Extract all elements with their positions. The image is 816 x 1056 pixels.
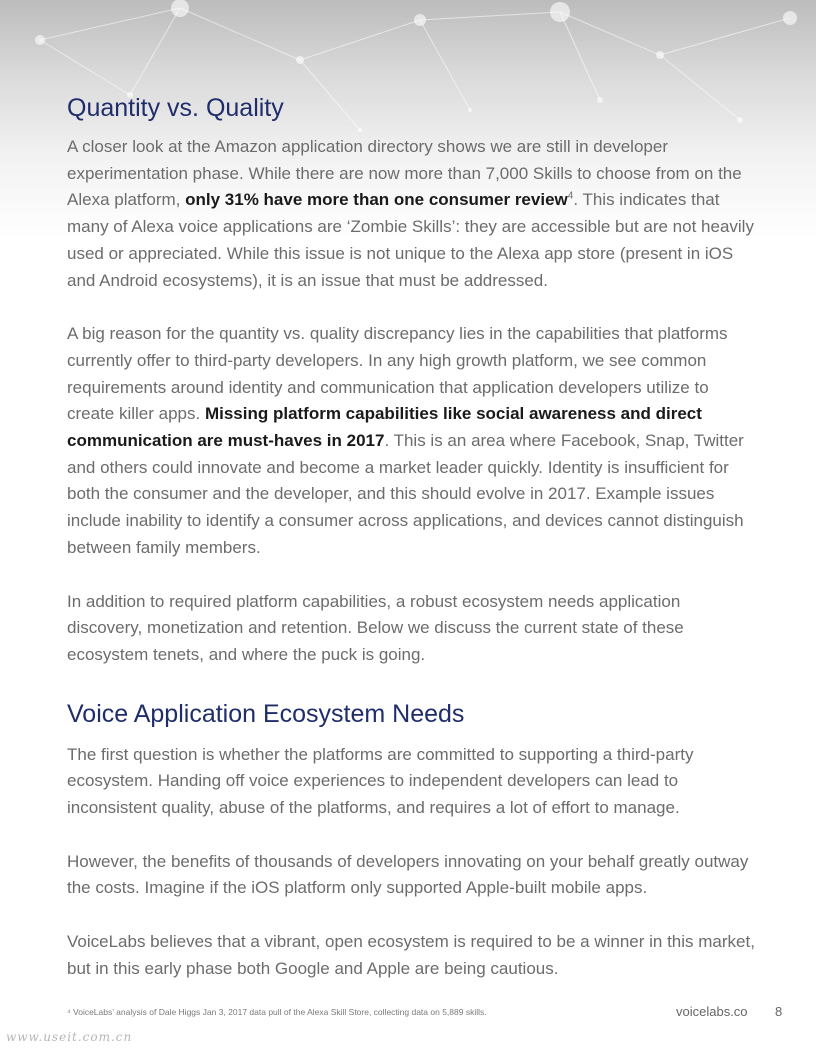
paragraph: In addition to required platform capabilities, a robust ecosystem needs application discovery, monetization and retention. Below we discuss the current state of these ecosystem tenets, and where the puck is going.: [67, 591, 684, 664]
paragraph: [67, 134, 757, 294]
footnote: ⁴ VoiceLabs’ analysis of Dale Higgs Jan 3, 2017 data pull of the Alexa Skill Store, collecting data on 5,889 skills.: [67, 1007, 487, 1017]
paragraph: [67, 321, 757, 561]
paragraph: VoiceLabs believes that a vibrant, open ecosystem is required to be a winner in this market, but in this early phase both Google and Apple are being cautious.: [67, 932, 755, 978]
emphasis-text: only 31% have more than one consumer review: [185, 190, 568, 210]
watermark: www.useit.com.cn: [6, 1030, 133, 1044]
page-number: 8: [775, 1004, 783, 1019]
section-heading-quantity-vs-quality: Quantity vs. Quality: [67, 94, 284, 122]
paragraph-text: A closer look at the Amazon application directory shows we are still in developer experimentation phase. While there are now more than 7,000 Skills to choose from on the Alexa platform,: [67, 137, 742, 210]
paragraph-text: A big reason for the quantity vs. quality discrepancy lies in the capabilities that platforms currently offer to third-party developers. In any high growth platform, we see common requirements around identity and communication that application developers utilize to create killer apps.: [67, 324, 728, 424]
paragraph: The first question is whether the platforms are committed to supporting a third-party ecosystem. Handing off voice experiences to independent developers can lead to inconsistent quality, abuse of the platforms, and requires a lot of effort to manage.: [67, 744, 694, 818]
footer-site-link[interactable]: voicelabs.co: [676, 1004, 748, 1019]
main-content: [67, 90, 757, 1010]
emphasis-text: Missing platform capabilities like social awareness and direct communication are must-haves in 2017: [67, 404, 702, 451]
paragraph-text: . This is an area where Facebook, Snap, Twitter and others could innovate and become a market leader quickly. Identity is insufficient for both the consumer and the developer, and this should evolve in 2017. Example issues include inability to identify a consumer across applications, and devices cannot distinguish between family members.: [67, 431, 744, 557]
footnote-ref: 4: [567, 190, 574, 202]
section-heading-voice-ecosystem-needs: Voice Application Ecosystem Needs: [67, 699, 465, 728]
paragraph-text: . This indicates that many of Alexa voice applications are ‘Zombie Skills’: they are accessible but are not heavily used or appreciated. While this issue is not unique to the Alexa app store (present in iOS and Android ecosystems), it is an issue that must be addressed.: [67, 190, 754, 290]
paragraph: However, the benefits of thousands of developers innovating on your behalf greatly outway the costs. Imagine if the iOS platform only supported Apple-built mobile apps.: [67, 851, 749, 898]
